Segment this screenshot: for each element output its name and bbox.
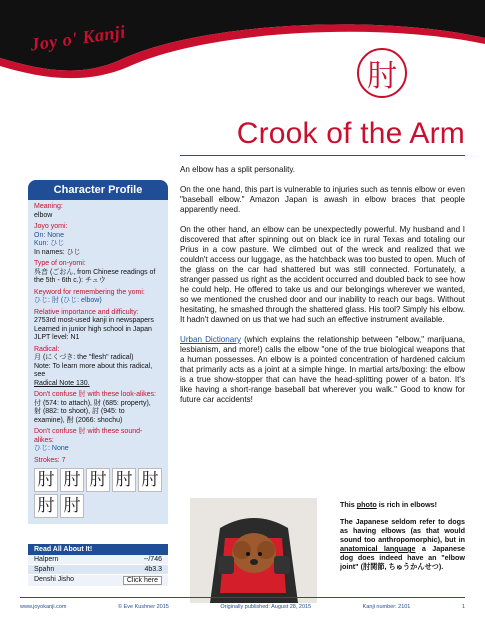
lookalike-line-2: 射 (882: to shoot), 討 (945: to — [34, 408, 125, 415]
soundalike-section — [28, 425, 168, 454]
anatomical-language-link[interactable]: anatomical language — [340, 544, 416, 553]
paragraph-1: An elbow has a split personality. — [180, 165, 296, 174]
character-profile — [28, 180, 168, 524]
caption-2-a: The Japanese seldom refer to dogs as having elbows (as that would sound too anthropomorphic), but in — [340, 517, 465, 544]
profile-heading: Character Profile — [28, 180, 168, 200]
type-label: Type of on-yomi: — [34, 260, 86, 267]
keyword-text: ひじ: 肘 (ひじ: elbow) — [34, 297, 102, 304]
page-footer — [20, 597, 465, 613]
soundalike-label: Don't confuse 肘 with these sound-alikes: — [34, 428, 143, 444]
denshi-jisho-link[interactable]: Click here — [123, 576, 162, 585]
lookalike-line-3: examine), 酎 (2066: shochu) — [34, 416, 123, 424]
footer-copyright: © Eve Kushner 2015 — [117, 604, 169, 610]
stroke-step: 肘 — [60, 468, 84, 492]
header-swoosh — [0, 0, 485, 110]
site-logo[interactable]: Joy o' Kanji — [29, 21, 127, 55]
joyo-on: On: None — [34, 231, 64, 239]
radical-section — [28, 343, 168, 389]
reference-name: Denshi Jisho — [34, 576, 75, 583]
in-names: In names: ひじ — [34, 248, 81, 256]
reference-value: 4b3.3 — [144, 566, 162, 573]
stroke-step: 肘 — [34, 468, 58, 492]
footer-published: Originally published: August 28, 2015 — [220, 604, 312, 610]
reference-row — [28, 555, 168, 565]
meaning-value: elbow — [34, 211, 53, 219]
photo-link[interactable]: photo — [356, 500, 377, 509]
strokes-section — [28, 454, 168, 519]
photo-illustration — [190, 498, 317, 603]
photo-caption — [340, 500, 465, 579]
lookalike-label: Don't confuse 肘 with these look-alikes: — [34, 391, 156, 398]
jlpt-level: JLPT level: N1 — [34, 334, 80, 341]
reference-row — [28, 575, 168, 587]
radical-name: 月 (にくづき: the "flesh" radical) — [34, 354, 134, 361]
importance-label: Relative importance and difficulty: — [34, 308, 139, 316]
footer-site[interactable]: www.joyokanji.com — [20, 604, 67, 610]
footer-page-number: 1 — [461, 604, 465, 610]
stroke-step: 肘 — [112, 468, 136, 492]
joyo-section — [28, 220, 168, 257]
reference-name: Spahn — [34, 566, 55, 573]
stroke-step: 肘 — [34, 494, 58, 518]
paragraph-4 — [180, 335, 465, 405]
type-text: 呉音 (ごおん, from Chinese readings of the 5th - 6th c.): チュウ — [34, 268, 156, 284]
caption-1-post: is rich in elbows! — [376, 500, 438, 509]
importance-section — [28, 306, 168, 343]
stroke-step: 肘 — [60, 494, 84, 518]
joyo-kun: Kun: ひじ — [34, 240, 65, 247]
reference-value: --/746 — [143, 556, 162, 563]
footer-kanji-number: Kanji number: 2101 — [362, 604, 411, 610]
soundalike-text: ひじ: None — [34, 445, 69, 452]
radical-note-link[interactable]: Radical Note 130. — [34, 379, 90, 387]
keyword-section — [28, 286, 168, 306]
meaning-section — [28, 200, 168, 220]
paragraph-4-text: (which explains the relationship between "elbow," marijuana, lesbianism, and more!) calls the elbow "one of the true biological weapons that a human possesses. An elbow is a pointed concentration of hardened calcium that primarily acts as a joint at a simple hinge. In martial arts/boxing: the elbow is a true show-stopper that can have the head-splitting power of a baton. It's like having a short-range baseball bat wherever you walk." Good to know for future car accidents! — [180, 335, 465, 404]
reference-box — [28, 544, 168, 587]
caption-2-b: a Japanese dog does indeed have an "elbow joint" (肘関節, ちゅうかんせつ). — [340, 544, 465, 571]
caption-2 — [340, 517, 465, 571]
reference-heading: Read All About It! — [28, 544, 168, 555]
reference-name: Halpern — [34, 556, 59, 563]
reference-row — [28, 565, 168, 575]
featured-kanji: 肘 — [357, 48, 407, 98]
radical-label: Radical: — [34, 345, 60, 353]
importance-grade: Learned in junior high school in Japan — [34, 325, 152, 333]
caption-1-pre: This — [340, 500, 357, 509]
caption-1 — [340, 500, 465, 509]
paragraph-2: On the one hand, this part is vulnerable to injuries such as tennis elbow or even "baseball elbow." Amazon Japan is awash in elbow braces that people apparently need. — [180, 185, 465, 214]
joyo-label: Joyo yomi: — [34, 223, 68, 230]
stroke-step: 肘 — [138, 468, 162, 492]
strokes-label: Strokes: 7 — [34, 456, 66, 464]
title-divider — [180, 155, 465, 156]
paragraph-3: On the other hand, an elbow can be unexpectedly powerful. My husband and I discovered that after spinning out on black ice in rural Texas and totaling our Prius in a cow pasture. We climbed out of the wreck and realized that we couldn't access our luggage, as the hatchback was too busted to open. Much of the glass on the car had shattered but was still connected. Fortunately, a stranger passed us right as the accident occurred and doubled back to see how he could help. He offered to take us and our belongings wherever we wanted, so we mentioned the crushed door and our inability to reach our bags. Without hesitating, he smashed through the shattered glass. His tool? Simply his elbow. It hadn't dawned on us that we had such an effective instrument available. — [180, 225, 466, 324]
importance-rank: 2753rd most-used kanji in newspapers — [34, 317, 154, 324]
radical-note: Note: To learn more about this radical, see — [34, 362, 153, 378]
dog-carrier-photo[interactable] — [190, 498, 317, 603]
page-title: Crook of the Arm — [236, 117, 465, 150]
keyword-label: Keyword for remembering the yomi: — [34, 288, 145, 296]
urban-dictionary-link[interactable]: Urban Dictionary — [180, 335, 242, 344]
meaning-label: Meaning: — [34, 203, 63, 210]
type-section — [28, 257, 168, 286]
stroke-order — [34, 468, 162, 518]
stroke-step: 肘 — [86, 468, 110, 492]
lookalike-section — [28, 388, 168, 425]
lookalike-line-1: 付 (574: to attach), 財 (685: property), — [34, 399, 151, 407]
article-body — [180, 165, 465, 415]
